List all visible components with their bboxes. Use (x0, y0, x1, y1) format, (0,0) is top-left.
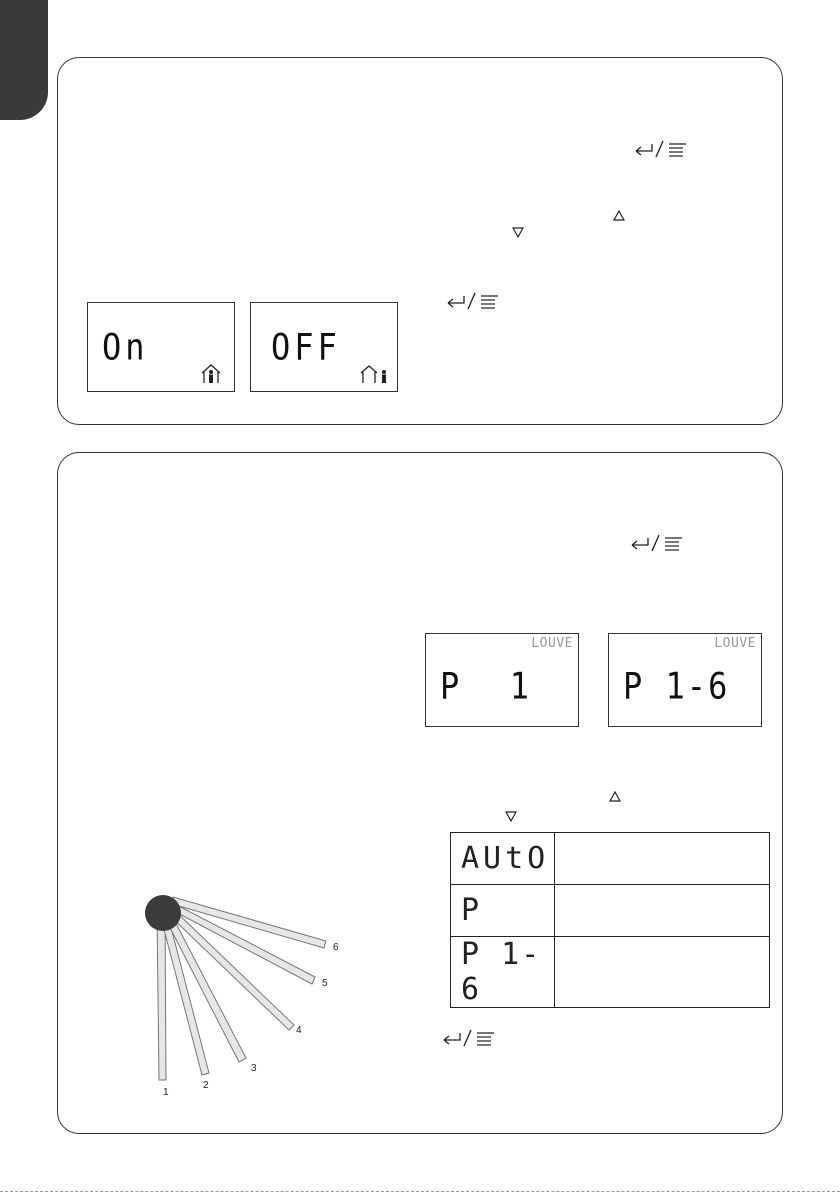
lcd-p16-text: P 1-6 (623, 664, 730, 708)
mode-description-cell (555, 833, 770, 885)
lcd-off-screen (250, 302, 398, 392)
enter-menu-icon (630, 534, 686, 552)
up-triangle-icon (613, 210, 625, 221)
lcd-on-text: On (102, 325, 149, 369)
table-row (451, 885, 770, 937)
section-tab (0, 0, 48, 120)
house-person-outside-icon (359, 363, 391, 385)
position-label-5: 5 (322, 978, 328, 989)
lcd-mode-label: LOUVE (531, 636, 573, 651)
lcd-on-screen (87, 302, 235, 392)
down-triangle-icon (505, 811, 517, 822)
lcd-mode-label: LOUVE (714, 636, 756, 651)
enter-menu-icon (634, 140, 690, 158)
mode-description-cell (555, 885, 770, 937)
house-person-inside-icon (200, 363, 222, 385)
lcd-off-text: OFF (271, 325, 341, 369)
louvre-blade-1 (157, 916, 166, 1080)
enter-menu-icon (446, 292, 502, 310)
position-label-2: 2 (203, 1080, 209, 1091)
louvre-mode-table (450, 832, 770, 1008)
position-label-4: 4 (296, 1025, 302, 1036)
lcd-p1-text: P 1 (440, 664, 534, 708)
up-triangle-icon (609, 791, 621, 802)
mode-description-cell (555, 937, 770, 1008)
louvre-positions-diagram (130, 880, 350, 1100)
mode-code-cell: P 1-6 (451, 937, 555, 1008)
position-label-6: 6 (333, 942, 339, 953)
louvre-pivot (145, 895, 181, 931)
louvre-blade-5 (170, 903, 315, 984)
mode-code-cell: P (451, 885, 555, 937)
lcd-p1-screen (425, 633, 579, 727)
mode-code-cell: AUtO (451, 833, 555, 885)
enter-menu-icon (442, 1029, 498, 1047)
down-triangle-icon (512, 227, 524, 238)
table-row (451, 833, 770, 885)
table-row (451, 937, 770, 1008)
position-label-3: 3 (251, 1063, 257, 1074)
position-label-1: 1 (163, 1087, 169, 1098)
lcd-p16-screen (608, 633, 762, 727)
